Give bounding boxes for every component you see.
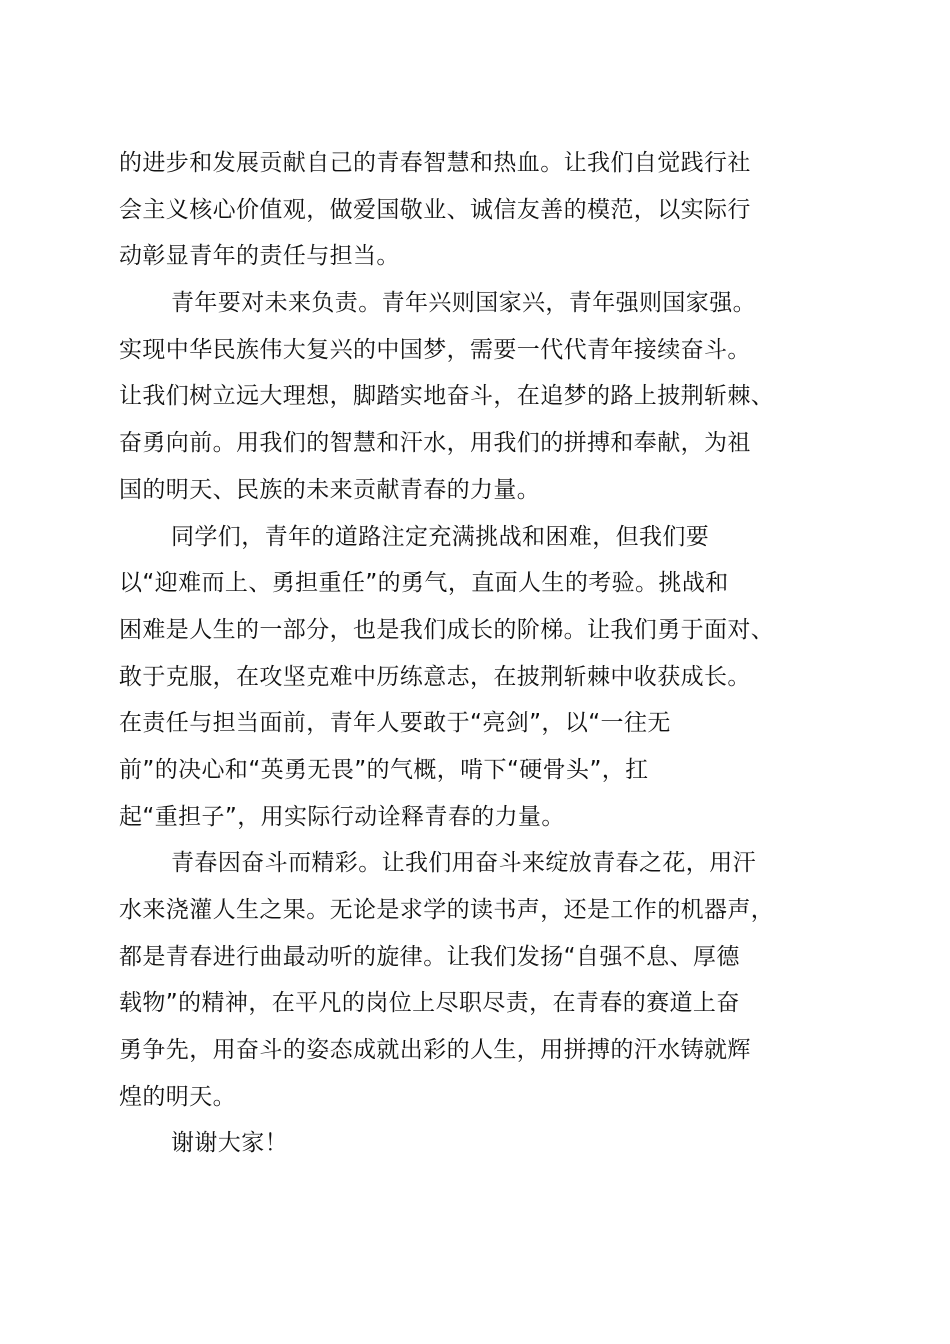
text-line: 让我们树立远大理想，脚踏实地奋斗，在追梦的路上披荆斩棘、: [119, 383, 775, 410]
text-line: 以“迎难而上、勇担重任”的勇气，直面人生的考验。挑战和: [119, 570, 729, 597]
text-line: 奋勇向前。用我们的智慧和汗水，用我们的拼搏和奉献，为祖: [119, 430, 751, 457]
text-line: 困难是人生的一部分，也是我们成长的阶梯。让我们勇于面对、: [119, 616, 775, 643]
paragraph-start-line: 青春因奋斗而精彩。让我们用奋斗来绽放青春之花，用汗: [171, 850, 756, 877]
text-line: 敢于克服，在攻坚克难中历练意志，在披荆斩棘中收获成长。: [119, 663, 751, 690]
text-line: 前”的决心和“英勇无畏”的气概，啃下“硬骨头”，扛: [119, 756, 649, 783]
text-line: 载物”的精神，在平凡的岗位上尽职尽责，在青春的赛道上奋: [119, 990, 740, 1017]
speech-text: [119, 140, 831, 1167]
paragraph-start-line: 青年要对未来负责。青年兴则国家兴，青年强则国家强。: [171, 290, 756, 317]
closing-line: 谢谢大家！: [171, 1130, 288, 1157]
text-line: 实现中华民族伟大复兴的中国梦，需要一代代青年接续奋斗。: [119, 336, 751, 363]
text-line: 国的明天、民族的未来贡献青春的力量。: [119, 476, 541, 503]
text-line: 会主义核心价值观，做爱国敬业、诚信友善的模范，以实际行: [119, 196, 751, 223]
text-line: 都是青春进行曲最动听的旋律。让我们发扬“自强不息、厚德: [119, 943, 740, 970]
text-line: 动彰显青年的责任与担当。: [119, 243, 400, 270]
text-line: 勇争先，用奋斗的姿态成就出彩的人生，用拼搏的汗水铸就辉: [119, 1037, 751, 1064]
text-line: 煌的明天。: [119, 1083, 236, 1110]
paragraph-start-line: 同学们，青年的道路注定充满挑战和困难，但我们要: [171, 523, 710, 550]
text-line: 水来浇灌人生之果。无论是求学的读书声，还是工作的机器声，: [119, 897, 775, 923]
text-line: 起“重担子”，用实际行动诠释青春的力量。: [119, 803, 565, 830]
text-line: 的进步和发展贡献自己的青春智慧和热血。让我们自觉践行社: [119, 150, 751, 176]
text-line: 在责任与担当面前，青年人要敢于“亮剑”，以“一往无: [119, 710, 671, 737]
